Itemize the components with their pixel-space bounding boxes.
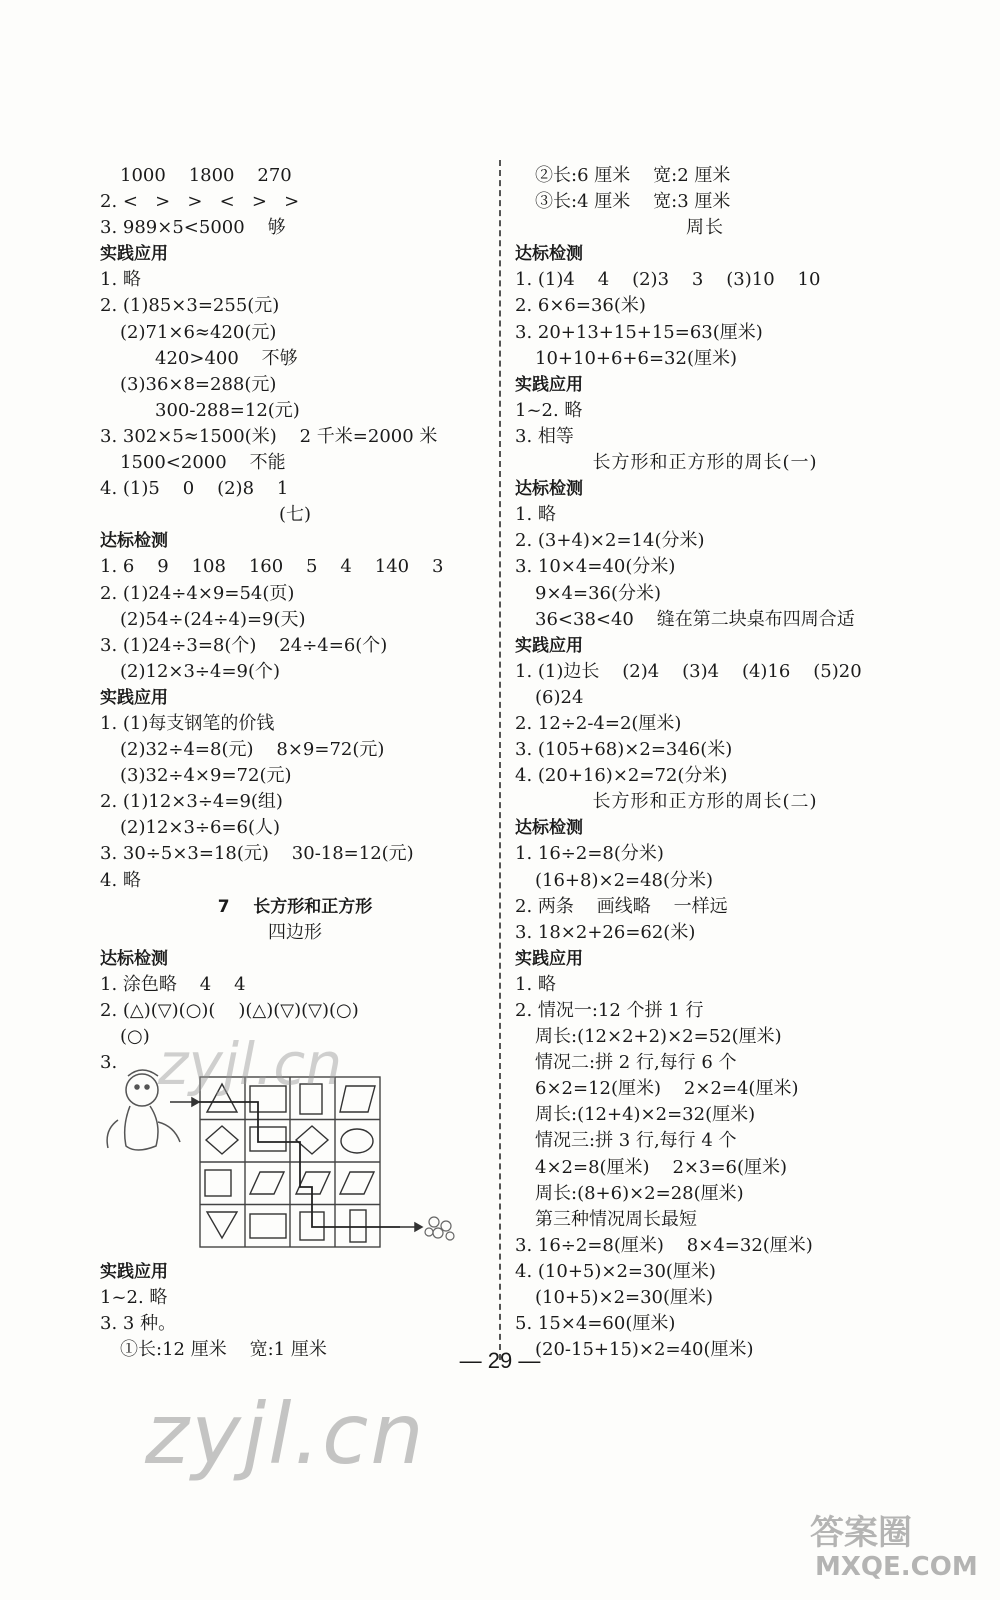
answer-line: 3. 989×5<5000 够 xyxy=(100,217,286,239)
section-heading: 四边形 xyxy=(268,921,322,943)
section-heading: 达标检测 xyxy=(515,818,583,839)
section-heading: 实践应用 xyxy=(100,687,168,708)
answer-line: 1. (1)边长 (2)4 (3)4 (4)16 (5)20 xyxy=(515,660,862,682)
answer-line: (3)32÷4×9=72(元) xyxy=(120,765,292,787)
answer-line: 1. 涂色略 4 4 xyxy=(100,973,246,995)
answer-line: 9×4=36(分米) xyxy=(535,582,662,604)
answer-line: (2)12×3÷4=9(个) xyxy=(120,660,281,682)
section-heading: 周长 xyxy=(686,217,724,239)
answer-line: 3. 3 种。 xyxy=(100,1313,177,1335)
watermark-brand: 答案圈 xyxy=(810,1513,912,1553)
answer-line: 周长:(12+4)×2=32(厘米) xyxy=(535,1104,756,1126)
section-heading: 达标检测 xyxy=(100,531,168,552)
answer-line: 2. (3+4)×2=14(分米) xyxy=(515,530,705,552)
right-column xyxy=(515,163,895,1363)
answer-line: 2. (1)12×3÷4=9(组) xyxy=(100,791,283,813)
section-heading: 达标检测 xyxy=(515,244,583,265)
answer-line: 情况三:拼 3 行,每行 4 个 xyxy=(535,1130,737,1152)
answer-line: (2)12×3÷6=6(人) xyxy=(120,817,281,839)
answer-line: (6)24 xyxy=(535,686,584,708)
entry-arrow xyxy=(170,1098,199,1106)
answer-line: 1. 16÷2=8(分米) xyxy=(515,843,664,865)
answer-line: (2)71×6≈420(元) xyxy=(120,321,277,343)
answer-line: 3. (105+68)×2=346(米) xyxy=(515,739,733,761)
section-heading: 实践应用 xyxy=(515,948,583,969)
answer-line: 周长:(12×2+2)×2=52(厘米) xyxy=(535,1026,782,1048)
answer-line: 1000 1800 270 xyxy=(120,165,292,186)
answer-line: 2. 两条 画线略 一样远 xyxy=(515,895,728,917)
answer-line: 3. 20+13+15+15=63(厘米) xyxy=(515,321,763,343)
answer-line: 1. 6 9 108 160 5 4 140 3 xyxy=(100,556,444,578)
answer-line: 3. 302×5≈1500(米) 2 千米=2000 米 xyxy=(100,425,438,447)
answer-line: 4×2=8(厘米) 2×3=6(厘米) xyxy=(535,1156,788,1178)
answer-line: 周长:(8+6)×2=28(厘米) xyxy=(535,1182,744,1204)
answer-line: (16+8)×2=48(分米) xyxy=(535,869,714,891)
answer-line: 4. 略 xyxy=(100,869,141,891)
section-heading: 实践应用 xyxy=(100,1261,168,1282)
answer-line: 6×2=12(厘米) 2×2=4(厘米) xyxy=(535,1078,799,1100)
answer-line: 3. 18×2+26=62(米) xyxy=(515,921,696,943)
answer-line: 2. 6×6=36(米) xyxy=(515,295,646,317)
answer-line: 第三种情况周长最短 xyxy=(535,1208,697,1230)
answer-line: 3. 16÷2=8(厘米) 8×4=32(厘米) xyxy=(515,1234,813,1256)
watermark-logo-large: zyjl.cn xyxy=(145,1385,426,1483)
section-heading: 实践应用 xyxy=(100,244,168,265)
answer-line: 情况二:拼 2 行,每行 6 个 xyxy=(535,1052,737,1074)
answer-line: 420>400 不够 xyxy=(155,347,298,369)
answer-line: 1500<2000 不能 xyxy=(120,452,286,474)
answer-line: 4. (1)5 0 (2)8 1 xyxy=(100,478,289,500)
answer-line: 3. xyxy=(100,1052,118,1074)
answer-line: 1. (1)每支钢笔的价钱 xyxy=(100,712,275,734)
answer-line: 1. 略 xyxy=(515,504,556,526)
answer-line: 2. (1)85×3=255(元) xyxy=(100,295,280,317)
answer-line: 1~2. 略 xyxy=(515,399,583,421)
answer-line: (3)36×8=288(元) xyxy=(120,373,277,395)
answer-line: 4. (20+16)×2=72(分米) xyxy=(515,765,728,787)
answer-line: 5. 15×4=60(厘米) xyxy=(515,1313,676,1335)
answer-line: (2)32÷4=8(元) 8×9=72(元) xyxy=(120,739,385,761)
answer-line: 3. 30÷5×3=18(元) 30-18=12(元) xyxy=(100,843,414,865)
answer-line: 1. (1)4 4 (2)3 3 (3)10 10 xyxy=(515,269,821,291)
answer-line: 2. (1)24÷4×9=54(页) xyxy=(100,582,295,604)
watermark-logo: zyjl.cn xyxy=(158,1030,343,1098)
solution-path xyxy=(199,1102,400,1227)
answer-line: (○) xyxy=(120,1026,150,1048)
answer-line: 2. 情况一:12 个拼 1 行 xyxy=(515,1000,704,1021)
answer-line: 1. 略 xyxy=(515,973,556,995)
answer-line: 36<38<40 缝在第二块桌布四周合适 xyxy=(535,608,855,630)
page-number: — 29 — xyxy=(459,1348,541,1373)
answer-line: 1. 略 xyxy=(100,269,141,291)
watermark-domain: MXQE.COM xyxy=(815,1552,978,1582)
column-divider xyxy=(499,160,501,1360)
section-heading: 达标检测 xyxy=(515,479,583,500)
answer-line: 1~2. 略 xyxy=(100,1287,168,1309)
answer-line: 2. 12÷2-4=2(厘米) xyxy=(515,712,682,734)
section-heading: 长方形和正方形的周长(二) xyxy=(592,791,818,813)
answer-line: 10+10+6+6=32(厘米) xyxy=(535,347,737,369)
section-heading: 7 长方形和正方形 xyxy=(217,896,373,917)
answer-line: 2. (△)(▽)(○)( )(△)(▽)(▽)(○) xyxy=(100,1000,359,1021)
section-heading: 达标检测 xyxy=(100,948,168,969)
answer-line: ③长:4 厘米 宽:3 厘米 xyxy=(535,191,731,213)
section-heading: (七) xyxy=(278,504,312,526)
section-heading: 长方形和正方形的周长(一) xyxy=(592,452,818,474)
answer-line: 4. (10+5)×2=30(厘米) xyxy=(515,1260,716,1282)
answer-line: 3. (1)24÷3=8(个) 24÷4=6(个) xyxy=(100,634,388,656)
answer-line: (10+5)×2=30(厘米) xyxy=(535,1287,714,1309)
answer-line: 2. < > > < > > xyxy=(100,191,300,213)
answer-line: ①长:12 厘米 宽:1 厘米 xyxy=(120,1339,327,1361)
answer-line: 3. 相等 xyxy=(515,425,574,447)
flowers-icon xyxy=(425,1217,454,1240)
answer-line: (20-15+15)×2=40(厘米) xyxy=(535,1339,754,1361)
answer-line: ②长:6 厘米 宽:2 厘米 xyxy=(535,165,731,186)
section-heading: 实践应用 xyxy=(515,374,583,395)
exit-arrow xyxy=(390,1223,422,1231)
section-heading: 实践应用 xyxy=(515,635,583,656)
answer-line: 300-288=12(元) xyxy=(155,399,300,421)
answer-line: (2)54÷(24÷4)=9(天) xyxy=(120,608,306,630)
answer-line: 3. 10×4=40(分米) xyxy=(515,556,676,578)
